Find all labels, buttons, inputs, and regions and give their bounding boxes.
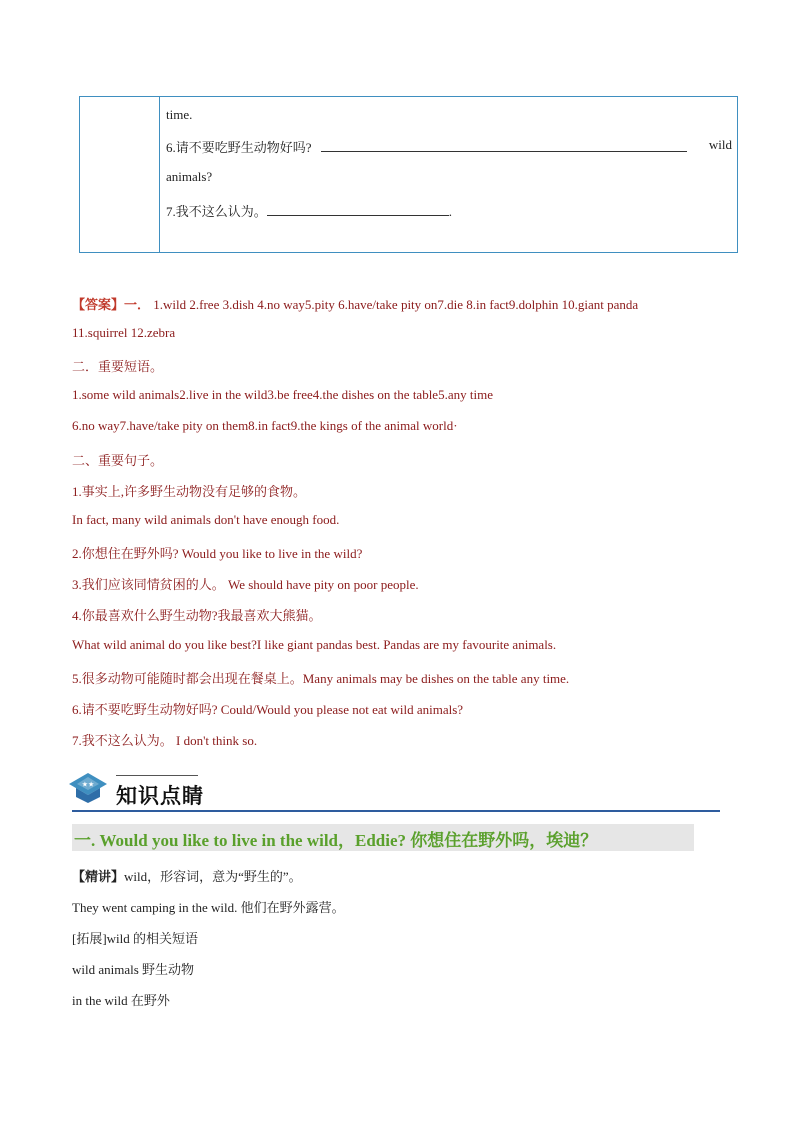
answer-part1-text: 1.wild 2.free 3.dish 4.no way5.pity 6.have/take pity on7.die 8.in fact9.dolphin 10.giant panda — [153, 297, 639, 312]
table-line-1: time. — [166, 107, 193, 122]
answer-part2-line2: 6.no way7.have/take pity on them8.in fact9.the kings of the animal world· — [72, 418, 458, 433]
section-title: 知识点睛 — [116, 784, 204, 808]
explain-label: 【精讲】 — [72, 869, 125, 884]
table-line-4 — [166, 201, 452, 220]
answer-part3-head: 二、重要句子。 — [72, 453, 164, 468]
section-rule — [72, 810, 720, 812]
answer-line-1 — [72, 294, 638, 313]
table-line-3: animals? — [166, 169, 213, 184]
answer-label: 【答案】 — [72, 297, 125, 312]
explain-line-4: wild animals 野生动物 — [72, 962, 195, 977]
answer-part2-line1: 1.some wild animals2.live in the wild3.be free4.the dishes on the table5.any time — [72, 387, 493, 402]
answer-line-2: 11.squirrel 12.zebra — [72, 325, 176, 340]
svg-text:★★: ★★ — [81, 780, 95, 789]
question-7-suffix: . — [448, 204, 453, 219]
answer-blank-7[interactable] — [267, 203, 449, 216]
answer-blank-6[interactable] — [321, 139, 687, 152]
explain-line-1 — [72, 866, 302, 885]
topic-banner — [72, 824, 694, 851]
exercise-table — [79, 96, 738, 253]
sentence-2: 2.你想住在野外吗? Would you like to live in the wild? — [72, 546, 363, 561]
table-line-2 — [166, 137, 732, 156]
sentence-7: 7.我不这么认为。 I don't think so. — [72, 733, 258, 748]
question-6-suffix: wild — [708, 137, 732, 152]
topic-banner-text: 一. Would you like to live in the wild，Eddie? 你想住在野外吗，埃迪？ — [74, 831, 598, 850]
sentence-6: 6.请不要吃野生动物好吗? Could/Would you please not eat wild animals? — [72, 702, 464, 717]
question-6-text: 6.请不要吃野生动物好吗? — [166, 140, 312, 155]
sentence-1-en: In fact, many wild animals don't have enough food. — [72, 512, 340, 527]
section-top-line — [116, 775, 198, 776]
sentence-3: 3.我们应该同情贫困的人。 We should have pity on poor people. — [72, 577, 419, 592]
explain-line-3: [拓展]wild 的相关短语 — [72, 931, 199, 946]
answer-part2-head: 二．重要短语。 — [72, 359, 164, 374]
table-left-column — [80, 97, 160, 252]
sentence-4-cn: 4.你最喜欢什么野生动物?我最喜欢大熊猫。 — [72, 608, 322, 623]
sentence-4-en: What wild animal do you like best?I like giant pandas best. Pandas are my favourite animals. — [72, 637, 557, 652]
sentence-5: 5.很多动物可能随时都会出现在餐桌上。Many animals may be dishes on the table any time. — [72, 671, 570, 686]
sentence-1-cn: 1.事实上,许多野生动物没有足够的食物。 — [72, 484, 307, 499]
explain-line-5: in the wild 在野外 — [72, 993, 170, 1008]
answer-part1-head: 一． — [124, 297, 151, 312]
graduation-cap-icon — [68, 771, 108, 805]
question-7-text: 7.我不这么认为。 — [166, 204, 267, 219]
explain-line-2: They went camping in the wild. 他们在野外露营。 — [72, 900, 345, 915]
explain-text: wild，形容词，意为“野生的”。 — [124, 869, 302, 884]
